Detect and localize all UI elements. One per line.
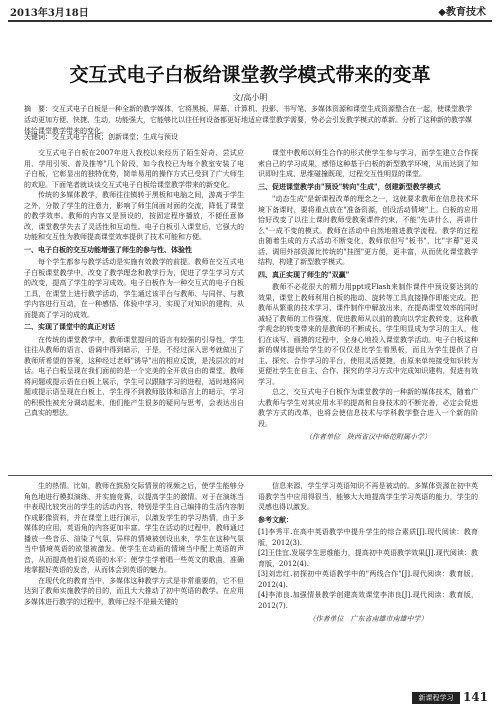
paragraph: 交互式电子白板在2007年进入我校以来经历了陌生好奇、尝试应用、学用引领、普及推等"几个阶段，如今我校已为每个教室安装了电子白板，它彰显出的独特优势，简单易用的操作方式已受到了广大师生的欢迎。下面笔者就谈谈交互式电子白板给课堂教学带来的新变化。 [24,149,244,189]
paragraph: 在传统的课堂教学中，教师课堂提问的语言有较强的引导性，学生往往从教师的语言、语调中得到暗示，于是，不经过深入思考就做出了教师所希望的答案，这种经过老师"诱导"出的相应反馈，是浅层次的对话。电子白板呈现在我们面前的是一个完美的全开放自由的课堂，教师将问题或提示语在白板上展示，学生可以跟随学习的进程，适时地将问题或提示语呈现在白板上，学生得不到教师肢体和语言上的暗示，学习的积极性被充分调动起来，他们能产生很多的疑问与思考，会表达出自己真实的想法。 [24,335,244,417]
issue-date: 2013年3月18日 [10,8,89,19]
paragraph: 在现代化的教育当中，多媒体这种教学方式是非常重要的，它不但达到了教师实施教学的目的，而且大大推动了初中英语的教学。在应用多媒体进行教学的过程中，教师已经不是最关键的 [24,576,244,606]
page-number: 141 [462,690,488,704]
section-heading: 四、真正实现了师生的"双赢" [258,269,350,279]
keywords: 关键词：交互式电子白板；创新课堂；生成与预设 [24,133,178,141]
paragraph: 总之，交互式电子白板作为课堂教学的一种新的媒体技术，随着广大教师与学生对其应用水平的提高和自身技术的不断完善，必定会促进教学方式的改革，也将会使信息技术与学科教学整合进入一个新的阶段。 [258,388,478,428]
section-label: ◆教育技术 [438,7,486,18]
reference-item: [1]李秀平.在高中英语教学中提升学生的综合素质[J].现代阅读：教育版，2012(3). [258,528,478,547]
article-title: 交互式电子白板给课堂教学模式带来的变革 [69,64,431,86]
journal-badge: 新课程学习 [412,692,460,704]
author-affiliation: （作者单位 广东省南雄市南雄中学） [308,615,428,623]
column-1 [24,148,244,419]
reference-item: [2]王佳宜.发展学生思维能力，提高初中英语教学效果[J].现代阅读：教育版，2012(4). [258,549,478,568]
column-4 [258,481,478,625]
header-rule [8,20,492,22]
paragraph: 每个学生都参与教学活动是实施有效教学的前提。教师在交互式电子白板课堂教学中，改变了教学理念和教学行为，促进了学生学习方式的改变，提高了学生的学习成效。电子白板作为一种交互式的电子白板工具，在课堂上进行教学活动，学生通过该平台与教师、与同伴、与教学内容进行互动，在一种感悟、体验中学习，实现了对知识的建构，从而提高了学习的成效。 [24,258,244,319]
section-heading: 二、实现了课堂中的真正对话 [24,322,115,331]
author-affiliation: （作者单位 陕西省汉中师范附属小学） [305,433,431,441]
article-author: 文/高小明 [232,93,268,102]
column-2 [258,148,478,443]
column-3 [24,481,244,607]
section-heading: 三、促进课堂教学由"预设"转向"生成"，创建新型教学模式 [258,181,441,191]
reference-item: [4]李沛良.加强情景教学创建高效课堂李沛良[J].现代阅读：教育版，2012(7). [258,591,478,610]
paragraph: 课堂中教师以师生合作的形式使学生参与学习，而学生建立合作探索自己的学习成果，感悟这种基于白板的新型教学环境，从而达到了知识即时生成、思维碰撞既现，过程交互性明显的课堂。 [258,149,478,178]
references-list [258,527,478,611]
paragraph: 教师不必花很大的精力用ppt或Flash来制作课件中预设要达到的效果，课堂上教师利用白板的拖动、旋转等工具直接操作即能完成。把教师从繁重的技术学习、课件制作中解放出来，在提高课堂效率的同时减轻了教师的工作强度，促进教师从以前的教向以学定教转变，这种教学观念的转变带来的是教师的不断成长。学生明显成为学习的主人，他们在谈写、画摸的过程中，全身心地投入课堂教学活动。电子白板这种新的媒体提供给学生的不仅仅是比学生看黑板，而且为学生提供了自主、探究、合作学习的平台，使用灵活便捷，由原来单纯接受知识转为更便社学生在自主、合作、探究的学习方式中完成知识建构，促进有效学习。 [258,283,478,386]
paragraph: 信息来源，学生学习英语知识不再是被动的。多媒体资源在初中英语教学当中应用得很当，能够大大地提高学生学习英语的能力，学生的灵感也得以激发。 [258,482,478,511]
abstract: 摘 要：交互式电子白板是一种全新的教学媒体，它将黑板、屏幕、计算机、投影、书写笔、多媒体资源和课堂生成资源整合在一起，使课堂教学活动更加方便、快捷、生动，功能强大，它能够比以往任何设备都更好地适应课堂教学需要，势必会引发教学模式的革新。分析了这种新的教学媒体给课堂教学带来的变化。 [24,105,472,135]
article-divider [8,475,492,476]
reference-item: [3]刘忠红.初探初中英语教学中的"两线合作"[J].现代阅读：教育版，2012(4). [258,570,478,589]
references-heading: 参考文献： [258,514,293,524]
page-header [0,0,500,24]
paragraph: 传统的多媒体教学，教师往往镇转于黑板和电脑之间，游离于学生之外，分散了学生的注意力，影响了师生间面对面的交流，降低了课堂的教学效率。教师的内容又是预设的，按固定程序播放，不便任意修改，课堂教学失去了灵活性和互动性。电子白板引入课堂后，它强大的功能和交互性为教师提高课堂效率提供了技术可能和方便。 [24,191,244,241]
paragraph: "动态生成"是新课程改革的理念之一，这就要求教师在信息技术环境下备课时，要将重点放在"准备资源，创设活动情境"上。白板的应用恰好改变了以往上课时教师受教案课件约束，不能"先讲什么，再讲什么"一成不变的模式。教师在活动中自然地推进教学流程。教学的过程由随着生成的方式活动不断变化，教师依但写"板书"，比"字幕"更灵活，调用外部资源比传统的"挂图"更方便，更丰富，从而优化课堂教学结构，构建了新型教学模式。 [258,195,478,266]
section-heading: 一、电子白板的交互功能增强了师生的参与性、体验性 [24,244,192,254]
paragraph: 生的热情。比如，教师在鼓励交际情景的视频之后，使学生能够分角色地进行模拟演练，并实施竞赛，以提高学生的激情。对于在演练当中表现比较突出的学生的活动内容，特别是学生自己编排的生活内容制作成影像资料，并在课堂上进行演示，以激发学生的学习热情，由于多媒体的应用，英语角的内容更加丰富。学生在活动的过程中，教师通过播放一些音乐、渲染了气氛，异样的情境被创设出来，学生在这种气氛当中情境英语的欲望被激发。使学生在动画的情境当中配上英语的声音，从而提高他们说英语的水平；使学生学着唱一些英文的歌曲，准确地掌握好英语的发音，从而体会到英语的魅力。 [24,482,244,574]
